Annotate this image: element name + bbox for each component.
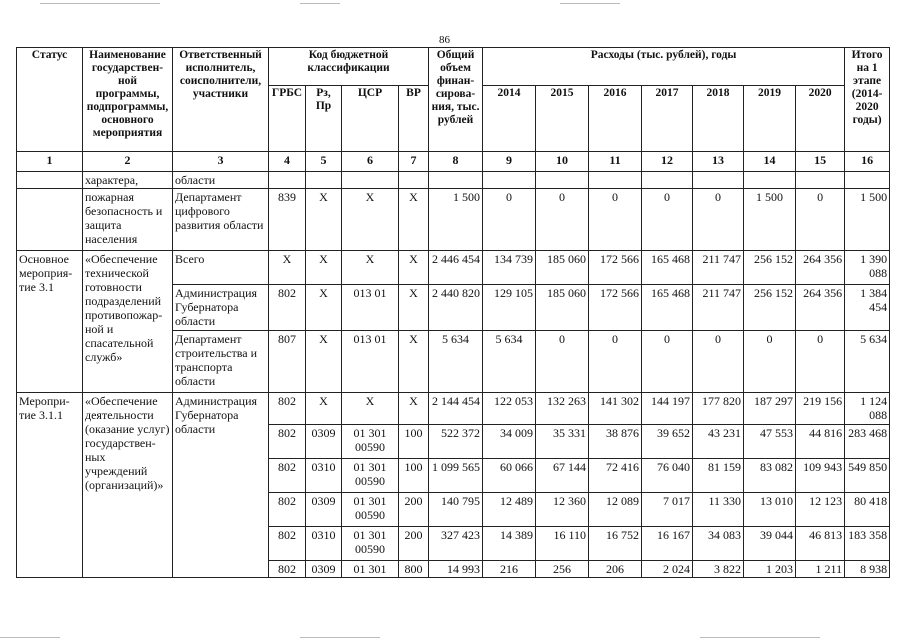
column-number: 16	[845, 152, 890, 172]
rz-pr-cell: 0309	[306, 493, 342, 527]
year-cell: 7 017	[642, 493, 693, 527]
header-total-volume: Общий объем финан-сирова-ния, тыс. рублей	[429, 48, 483, 152]
year-cell: 76 040	[642, 459, 693, 493]
column-number: 3	[173, 152, 269, 172]
column-number: 9	[483, 152, 536, 172]
year-cell: 39 652	[642, 425, 693, 459]
header-csr: ЦСР	[342, 86, 399, 152]
year-cell: 47 553	[744, 425, 796, 459]
header-budget-code: Код бюджетной классификации	[269, 48, 429, 86]
column-number: 6	[342, 152, 399, 172]
itogo-cell: 283 468	[845, 425, 890, 459]
responsible-cell: Департамент строительства и транспорта области	[173, 331, 269, 393]
grbs-cell: 802	[269, 561, 306, 578]
header-status: Статус	[17, 48, 83, 152]
scan-artifact-line	[560, 3, 620, 4]
table-row	[17, 189, 890, 251]
year-cell: 0	[589, 331, 642, 393]
year-cell: 264 356	[796, 251, 845, 285]
grbs-cell: 802	[269, 459, 306, 493]
header-year: 2016	[589, 86, 642, 152]
responsible-cell: области	[173, 172, 269, 189]
column-number: 13	[693, 152, 744, 172]
scan-artifact-line	[0, 637, 60, 638]
program-name-cell: «Обеспечение деятельности (оказание услуг) государствен-ных учреждений (организаций)»	[83, 393, 173, 578]
year-cell: 0	[693, 189, 744, 251]
responsible-cell: Департамент цифрового развития области	[173, 189, 269, 251]
year-cell: 2 024	[642, 561, 693, 578]
responsible-cell: Всего	[173, 251, 269, 285]
year-cell: 129 105	[483, 285, 536, 331]
column-number: 12	[642, 152, 693, 172]
vr-cell: Х	[399, 331, 429, 393]
vr-cell	[399, 172, 429, 189]
csr-cell: 013 01	[342, 331, 399, 393]
rz-pr-cell: 0309	[306, 561, 342, 578]
year-cell: 1 211	[796, 561, 845, 578]
year-cell: 206	[589, 561, 642, 578]
year-cell: 83 082	[744, 459, 796, 493]
rz-pr-cell: Х	[306, 331, 342, 393]
year-cell: 0	[693, 331, 744, 393]
year-cell: 72 416	[589, 459, 642, 493]
year-cell: 34 083	[693, 527, 744, 561]
responsible-cell: Администрация Губернатора области	[173, 393, 269, 578]
year-cell: 0	[536, 331, 589, 393]
table-row	[17, 172, 890, 189]
total-cell: 1 099 565	[429, 459, 483, 493]
year-cell: 256 152	[744, 251, 796, 285]
year-cell: 109 943	[796, 459, 845, 493]
year-cell: 34 009	[483, 425, 536, 459]
total-cell: 522 372	[429, 425, 483, 459]
year-cell: 0	[642, 189, 693, 251]
grbs-cell: 802	[269, 527, 306, 561]
csr-cell: 01 301 00590	[342, 425, 399, 459]
header-grbs: ГРБС	[269, 86, 306, 152]
status-cell	[17, 172, 83, 189]
total-cell: 1 500	[429, 189, 483, 251]
csr-cell: Х	[342, 251, 399, 285]
column-number: 2	[83, 152, 173, 172]
year-cell: 165 468	[642, 251, 693, 285]
column-number: 11	[589, 152, 642, 172]
year-cell: 216	[483, 561, 536, 578]
year-cell: 39 044	[744, 527, 796, 561]
rz-pr-cell: Х	[306, 285, 342, 331]
year-cell: 0	[796, 331, 845, 393]
csr-cell: 01 301 00590	[342, 527, 399, 561]
year-cell: 14 389	[483, 527, 536, 561]
year-cell: 43 231	[693, 425, 744, 459]
year-cell: 46 813	[796, 527, 845, 561]
year-cell: 177 820	[693, 393, 744, 425]
grbs-cell: Х	[269, 251, 306, 285]
vr-cell: 200	[399, 493, 429, 527]
total-cell: 14 993	[429, 561, 483, 578]
scan-artifact-line	[300, 637, 380, 638]
itogo-cell: 1 500	[845, 189, 890, 251]
year-cell: 144 197	[642, 393, 693, 425]
header-vr: ВР	[399, 86, 429, 152]
header-year: 2017	[642, 86, 693, 152]
total-cell: 5 634	[429, 331, 483, 393]
year-cell: 185 060	[536, 251, 589, 285]
rz-pr-cell	[306, 172, 342, 189]
itogo-cell	[845, 172, 890, 189]
year-cell: 16 752	[589, 527, 642, 561]
year-cell: 264 356	[796, 285, 845, 331]
grbs-cell: 802	[269, 393, 306, 425]
csr-cell: Х	[342, 393, 399, 425]
header-rz-pr: Рз, Пр	[306, 86, 342, 152]
rz-pr-cell: 0309	[306, 425, 342, 459]
total-cell	[429, 172, 483, 189]
rz-pr-cell: Х	[306, 251, 342, 285]
year-cell: 1 500	[744, 189, 796, 251]
header-year: 2014	[483, 86, 536, 152]
header-program-name: Наименование государствен-ной программы, подпрограммы, основного мероприятия	[83, 48, 173, 152]
column-number-row	[17, 152, 890, 172]
year-cell: 172 566	[589, 285, 642, 331]
header-itogo: Итого на 1 этапе (2014-2020 годы)	[845, 48, 890, 152]
year-cell: 211 747	[693, 251, 744, 285]
year-cell: 141 302	[589, 393, 642, 425]
header-responsible: Ответственный исполнитель, соисполнители, участники	[173, 48, 269, 152]
year-cell: 60 066	[483, 459, 536, 493]
responsible-cell: Администрация Губернатора области	[173, 285, 269, 331]
rz-pr-cell: 0310	[306, 459, 342, 493]
year-cell: 1 203	[744, 561, 796, 578]
csr-cell: 013 01	[342, 285, 399, 331]
csr-cell	[342, 172, 399, 189]
year-cell: 134 739	[483, 251, 536, 285]
year-cell: 256 152	[744, 285, 796, 331]
rz-pr-cell: 0310	[306, 527, 342, 561]
column-number: 5	[306, 152, 342, 172]
year-cell: 44 816	[796, 425, 845, 459]
year-cell	[642, 172, 693, 189]
grbs-cell	[269, 172, 306, 189]
itogo-cell: 1 384 454	[845, 285, 890, 331]
column-number: 7	[399, 152, 429, 172]
year-cell: 211 747	[693, 285, 744, 331]
year-cell: 67 144	[536, 459, 589, 493]
year-cell	[483, 172, 536, 189]
rz-pr-cell: Х	[306, 393, 342, 425]
year-cell: 12 360	[536, 493, 589, 527]
rz-pr-cell: Х	[306, 189, 342, 251]
year-cell: 3 822	[693, 561, 744, 578]
year-cell: 0	[796, 189, 845, 251]
page-number: 86	[439, 34, 450, 46]
total-cell: 327 423	[429, 527, 483, 561]
year-cell: 0	[642, 331, 693, 393]
total-cell: 140 795	[429, 493, 483, 527]
column-number: 10	[536, 152, 589, 172]
year-cell: 5 634	[483, 331, 536, 393]
total-cell: 2 144 454	[429, 393, 483, 425]
table-row	[17, 393, 890, 425]
itogo-cell: 549 850	[845, 459, 890, 493]
vr-cell: Х	[399, 189, 429, 251]
year-cell: 0	[589, 189, 642, 251]
year-cell: 12 123	[796, 493, 845, 527]
year-cell	[744, 172, 796, 189]
year-cell	[536, 172, 589, 189]
year-cell: 0	[483, 189, 536, 251]
grbs-cell: 802	[269, 493, 306, 527]
year-cell: 0	[744, 331, 796, 393]
year-cell	[693, 172, 744, 189]
year-cell: 35 331	[536, 425, 589, 459]
header-expenses: Расходы (тыс. рублей), годы	[483, 48, 845, 86]
csr-cell: Х	[342, 189, 399, 251]
scan-artifact-line	[300, 3, 340, 4]
header-year: 2020	[796, 86, 845, 152]
grbs-cell: 802	[269, 425, 306, 459]
column-number: 15	[796, 152, 845, 172]
csr-cell: 01 301 00590	[342, 493, 399, 527]
year-cell: 256	[536, 561, 589, 578]
year-cell: 16 167	[642, 527, 693, 561]
header-year: 2015	[536, 86, 589, 152]
year-cell: 219 156	[796, 393, 845, 425]
program-name-cell: пожарная безопасность и защита населения	[83, 189, 173, 251]
header-year: 2019	[744, 86, 796, 152]
program-name-cell: характера,	[83, 172, 173, 189]
vr-cell: Х	[399, 285, 429, 331]
csr-cell: 01 301 00590	[342, 459, 399, 493]
vr-cell: 800	[399, 561, 429, 578]
vr-cell: 200	[399, 527, 429, 561]
year-cell: 81 159	[693, 459, 744, 493]
year-cell: 16 110	[536, 527, 589, 561]
year-cell: 172 566	[589, 251, 642, 285]
year-cell: 185 060	[536, 285, 589, 331]
grbs-cell: 802	[269, 285, 306, 331]
status-cell: Меропри-тие 3.1.1	[17, 393, 83, 578]
year-cell: 12 489	[483, 493, 536, 527]
year-cell: 165 468	[642, 285, 693, 331]
itogo-cell: 5 634	[845, 331, 890, 393]
year-cell: 13 010	[744, 493, 796, 527]
year-cell	[796, 172, 845, 189]
column-number: 4	[269, 152, 306, 172]
year-cell: 187 297	[744, 393, 796, 425]
status-cell: Основное мероприя-тие 3.1	[17, 251, 83, 393]
status-cell	[17, 189, 83, 251]
year-cell: 122 053	[483, 393, 536, 425]
year-cell	[589, 172, 642, 189]
column-number: 1	[17, 152, 83, 172]
year-cell: 0	[536, 189, 589, 251]
year-cell: 38 876	[589, 425, 642, 459]
grbs-cell: 807	[269, 331, 306, 393]
itogo-cell: 1 124 088	[845, 393, 890, 425]
vr-cell: 100	[399, 425, 429, 459]
total-cell: 2 446 454	[429, 251, 483, 285]
scan-artifact-line	[700, 637, 820, 638]
grbs-cell: 839	[269, 189, 306, 251]
column-number: 14	[744, 152, 796, 172]
header-year: 2018	[693, 86, 744, 152]
year-cell: 132 263	[536, 393, 589, 425]
itogo-cell: 183 358	[845, 527, 890, 561]
table-row	[17, 251, 890, 285]
itogo-cell: 8 938	[845, 561, 890, 578]
scan-artifact-line	[40, 3, 160, 4]
program-name-cell: «Обеспечение технической готовности подразделений противопожар-ной и спасательной служб»	[83, 251, 173, 393]
itogo-cell: 1 390 088	[845, 251, 890, 285]
vr-cell: Х	[399, 251, 429, 285]
total-cell: 2 440 820	[429, 285, 483, 331]
year-cell: 12 089	[589, 493, 642, 527]
vr-cell: Х	[399, 393, 429, 425]
budget-table	[16, 47, 890, 578]
year-cell: 11 330	[693, 493, 744, 527]
csr-cell: 01 301	[342, 561, 399, 578]
column-number: 8	[429, 152, 483, 172]
vr-cell: 100	[399, 459, 429, 493]
itogo-cell: 80 418	[845, 493, 890, 527]
